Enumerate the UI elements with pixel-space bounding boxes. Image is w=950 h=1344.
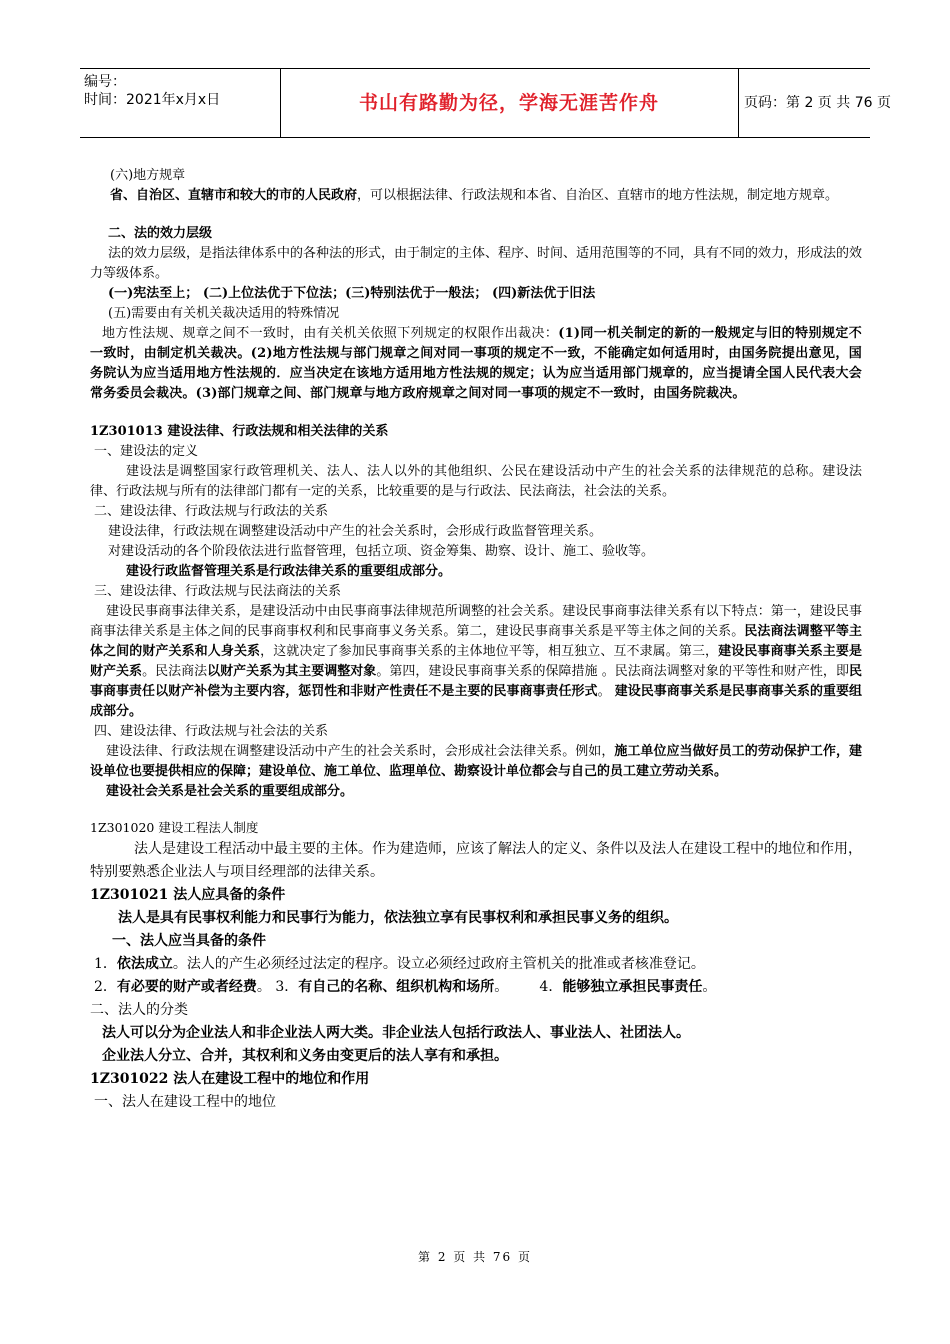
paragraph-adjudication [90,324,862,404]
special-cases-heading: (五)需要由有关机关裁决适用的特殊情况 [108,306,340,321]
bold-text: 建设民事商事关系是民事商事关系的重要组成部分。 [90,684,862,719]
subheading-conditions: 一、法人应当具备的条件 [112,933,266,949]
line-admin-stages: 对建设活动的各个阶段依法进行监督管理，包括立项、资金筹集、勘察、设计、施工、验收等。 [108,544,655,559]
subheading-definition: 一、建设法的定义 [94,444,199,459]
classification-line-1: 法人可以分为企业法人和非企业法人两大类。非企业法人包括行政法人、事业法人、社团法人。 [102,1025,690,1041]
doc-number-label: 编号： [84,74,126,90]
bold-text: 省、自治区、直辖市和较大的市的人民政府 [110,188,358,203]
section-title-1z301021: 1Z301021 法人应具备的条件 [90,887,286,903]
subheading-civil-law: 三、建设法律、行政法规与民法商法的关系 [94,584,342,599]
body-text: 。 [702,979,717,995]
list-number: 2． [94,979,117,995]
section-title-1z301020: 1Z301020 建设工程法人制度 [90,820,259,835]
subheading-status: 一、法人在建设工程中的地位 [94,1094,276,1110]
body-text: 。第四，建设民事商事关系的保障措施 。民法商法调整对象的平等性和财产性，即 [376,664,849,679]
body-text: 建设法律、行政法规在调整建设活动中产生的社会关系时，会形成社会法律关系。例如， [106,744,615,759]
bold-text: 有自己的名称、组织机构和场所 [298,979,495,995]
line-admin-relation: 建设法律，行政法规在调整建设活动中产生的社会关系时，会形成行政监督管理关系。 [108,524,603,539]
line-admin-summary: 建设行政监督管理关系是行政法律关系的重要组成部分。 [126,564,452,579]
body-text: ，这就决定了参加民事商事关系的主体地位平等，相互独立、互不隶属。第三， [260,644,719,659]
body-text: 。法人的产生必须经过法定的程序。设立必须经过政府主管机关的批准或者核准登记。 [172,956,705,972]
header-info [80,69,281,137]
bold-text: 施工单位应当做好员工的劳动保护工作，建设单位也要提供相应的保障；建设单位、施工单位、监理单位、勘察设计单位都会与自己的员工建立劳动关系。 [90,744,862,779]
paragraph-definition: 建设法是调整国家行政管理机关、法人、法人以外的其他组织、公民在建设活动中产生的社会关系的法律规范的总称。建设法律、行政法规与所有的法律部门都有一定的关系，比较重要的是与行政法、民法商法，社会法的关系。 [90,464,862,499]
document-body [90,166,862,1114]
section-title-1z301022: 1Z301022 法人在建设工程中的地位和作用 [90,1071,370,1087]
doc-time-label: 时间：2021年x月x日 [84,92,221,108]
page-header [80,68,891,138]
body-text: 。 3． [256,979,299,995]
body-text: ，可以根据法律、行政法规和本省、自治区、直辖市的地方性法规，制定地方规章。 [357,188,839,203]
paragraph-social-law [90,742,862,782]
subheading-admin-law: 二、建设法律、行政法规与行政法的关系 [94,504,329,519]
list-number: 1． [94,956,117,972]
paragraph-civil-law [90,602,862,722]
bold-text: 能够独立承担民事责任 [562,979,703,995]
conditions-2-4 [90,976,862,999]
heading-local-rules: (六)地方规章 [110,168,186,183]
condition-1 [90,953,862,976]
paragraph-effect-levels: 法的效力层级，是指法律体系中的各种法的形式，由于制定的主体、程序、时间、适用范围等的不同，具有不同的效力，形成法的效力等级体系。 [90,246,863,281]
bold-text: 依法成立 [116,956,173,972]
effect-rules-line: (一)宪法至上； (二)上位法优于下位法；(三)特别法优于一般法； (四)新法优于旧法 [108,286,596,301]
body-text: 地方性法规、规章之间不一致时，由有关机关依照下列规定的权限作出裁决： [102,326,559,341]
paragraph-local-rules [90,186,862,206]
body-text: 建设民事商事法律关系，是建设活动中由民事商事法律规范所调整的社会关系。建设民事商事法律关系有以下特点：第一，建设民事商事法律关系是主体之间的民事商事权利和民事商事义务关系。第二，建设民事商事关系是平等主体之间的关系。 [90,604,862,639]
header-page-number: 页码：第 2 页 共 76 页 [744,95,891,111]
section-heading-effect-levels: 二、法的效力层级 [108,226,213,241]
subheading-social-law: 四、建设法律、行政法规与社会法的关系 [94,724,329,739]
body-text: 。 [597,684,615,699]
header-motto: 书山有路勤为径，学海无涯苦作舟 [280,69,739,137]
paragraph-legal-person-intro: 法人是建设工程活动中最主要的主体。作为建造师，应该了解法人的定义、条件以及法人在建设工程中的地位和作用，特别要熟悉企业法人与项目经理部的法律关系。 [90,841,862,880]
page-footer: 第 2 页 共 76 页 [418,1250,532,1264]
bold-text: 有必要的财产或者经费 [116,979,257,995]
body-text: 。 4． [494,979,563,995]
bold-text: 民事商事责任以财产补偿为主要内容，惩罚性和非财产性责任不是主要的民事商事责任形式 [90,664,862,699]
bold-text: 建设民事商事关系主要是财产关系 [90,644,862,679]
classification-line-2: 企业法人分立、合并，其权利和义务由变更后的法人享有和承担。 [102,1048,508,1064]
bold-text: 以财产关系为其主要调整对象 [207,664,377,679]
legal-person-definition: 法人是具有民事权利能力和民事行为能力，依法独立享有民事权利和承担民事义务的组织。 [118,910,678,926]
bold-text: 民法商法调整平等主体之间的财产关系和人身关系 [90,624,862,659]
line-social-summary: 建设社会关系是社会关系的重要组成部分。 [106,784,354,799]
section-title-1z301013: 1Z301013 建设法律、行政法规和相关法律的关系 [90,424,389,439]
bold-text: (1)同一机关制定的新的一般规定与旧的特别规定不一致时，由制定机关裁决。(2)地方性法规与部门规章之间对同一事项的规定不一致，不能确定如何适用时，由国务院提出意见，国务院认为应当适用地方性法规的．应当决定在该地方适用地方性法规的规定；认为应当适用部门规章的，应当提请全国人民代表大会常务委员会裁决。(3)部门规章之间、部门规章与地方政府规章之间对同一事项的规定不一致时，由国务院裁决。 [90,326,862,401]
subheading-classification: 二、法人的分类 [90,1002,188,1018]
body-text: 。民法商法 [142,664,208,679]
